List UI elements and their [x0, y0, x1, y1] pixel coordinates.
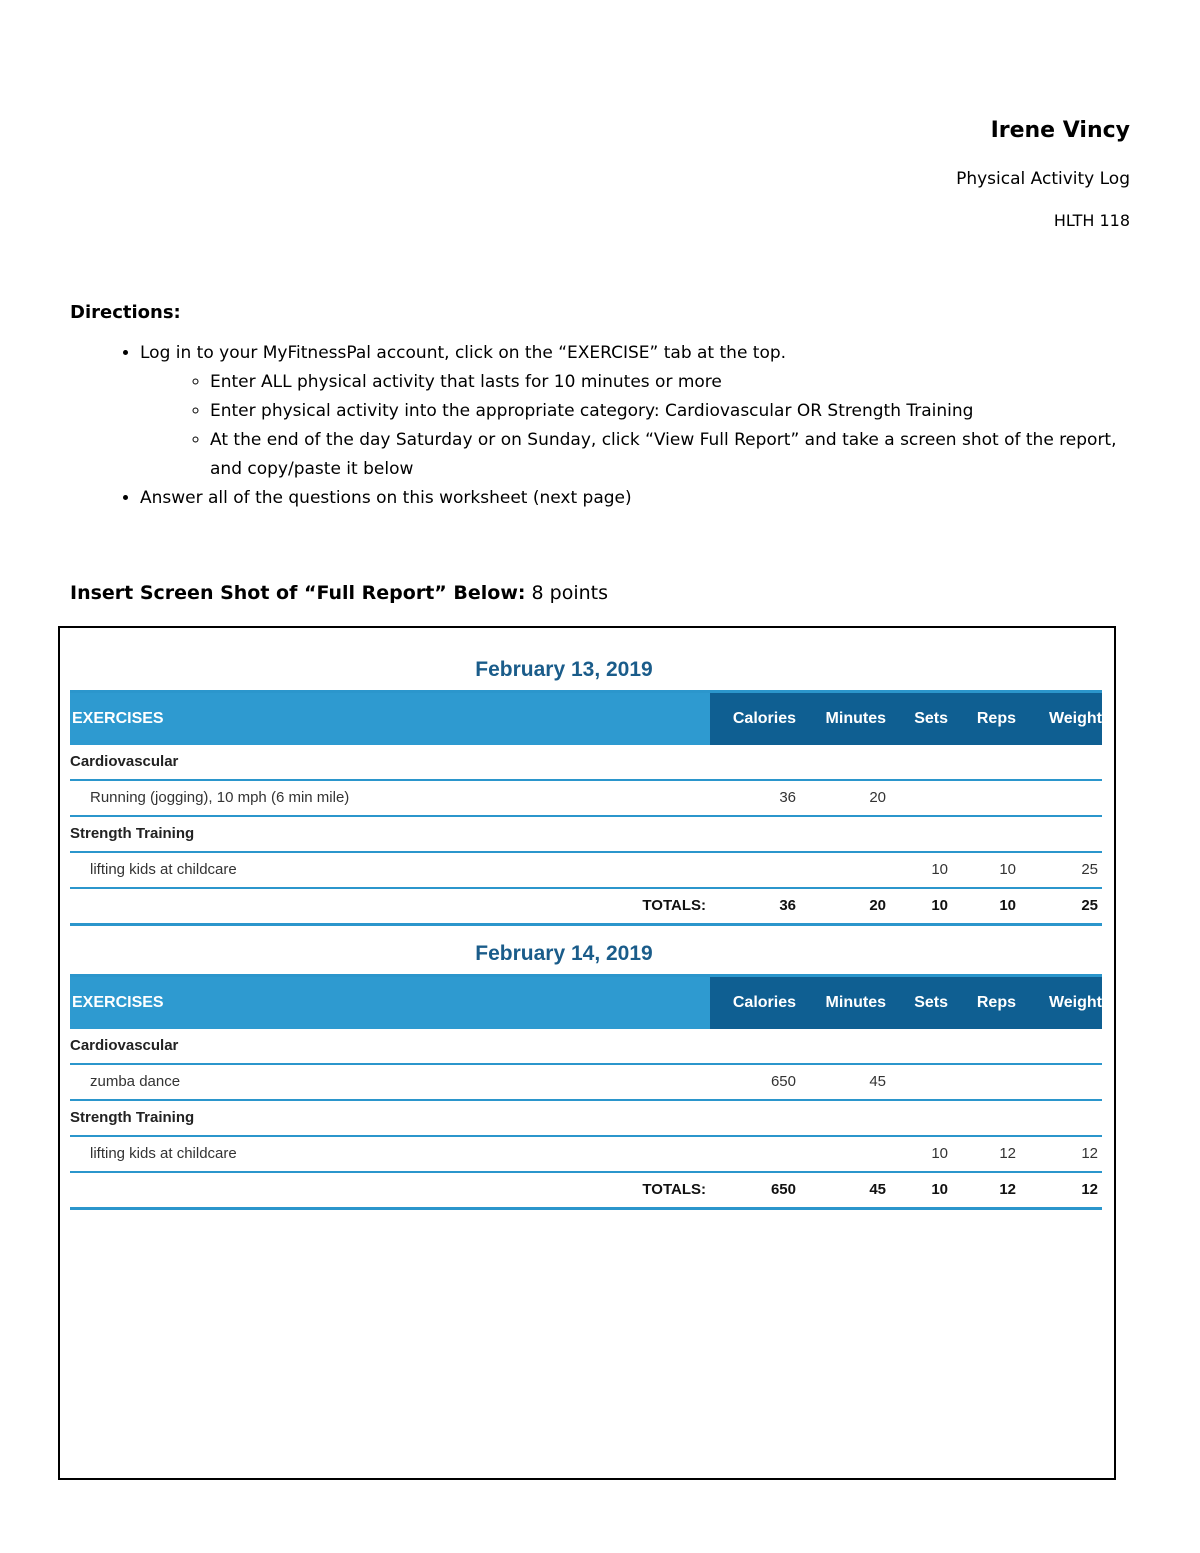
cell-calories — [710, 853, 796, 887]
document-title: Physical Activity Log — [956, 169, 1130, 189]
cell-reps — [948, 1065, 1016, 1099]
table-header — [70, 974, 1102, 1029]
total-minutes: 45 — [869, 1181, 886, 1198]
exercise-name: lifting kids at childcare — [90, 1145, 237, 1162]
insert-label: Insert Screen Shot of “Full Report” Below: — [70, 582, 526, 604]
total-sets: 10 — [931, 897, 948, 914]
category-row — [70, 1029, 1102, 1065]
cell-sets — [886, 781, 948, 815]
category-label: Cardiovascular — [70, 1037, 179, 1054]
cell-weight: 25 — [1081, 861, 1098, 878]
direction-subitem: ◦ Enter ALL physical activity that lasts for 10 minutes or more — [210, 368, 1130, 397]
header-sets: Sets — [914, 710, 948, 727]
category-label: Strength Training — [70, 1109, 195, 1126]
total-calories: 36 — [779, 897, 796, 914]
direction-subitem: ◦ Enter physical activity into the appropriate category: Cardiovascular OR Strength Training — [210, 397, 1130, 426]
cell-minutes: 45 — [869, 1073, 886, 1090]
totals-row — [70, 1173, 1102, 1210]
exercise-name: Running (jogging), 10 mph (6 min mile) — [90, 789, 350, 806]
totals-label: TOTALS: — [642, 897, 706, 914]
total-reps: 12 — [999, 1181, 1016, 1198]
header-calories: Calories — [732, 710, 796, 727]
cell-sets: 10 — [931, 1145, 948, 1162]
insert-heading — [70, 582, 608, 604]
insert-points: 8 points — [531, 582, 609, 604]
exercise-row — [70, 781, 1102, 817]
total-reps: 10 — [999, 897, 1016, 914]
header-weight: Weight — [1048, 994, 1102, 1011]
total-minutes: 20 — [869, 897, 886, 914]
exercise-row — [70, 1137, 1102, 1173]
header-minutes: Minutes — [825, 994, 886, 1011]
category-label: Strength Training — [70, 825, 195, 842]
header-exercises: EXERCISES — [70, 977, 710, 1029]
category-label: Cardiovascular — [70, 753, 179, 770]
exercise-row — [70, 853, 1102, 889]
total-weight: 25 — [1081, 897, 1098, 914]
cell-reps: 12 — [999, 1145, 1016, 1162]
total-sets: 10 — [931, 1181, 948, 1198]
direction-item: • Answer all of the questions on this worksheet (next page) — [140, 484, 1130, 513]
exercise-name: zumba dance — [90, 1073, 181, 1090]
header-calories: Calories — [732, 994, 796, 1011]
course-code: HLTH 118 — [1053, 211, 1130, 230]
cell-minutes — [796, 1137, 886, 1171]
cell-minutes: 20 — [869, 789, 886, 806]
cell-weight: 12 — [1081, 1145, 1098, 1162]
totals-row — [70, 889, 1102, 926]
direction-sublist — [140, 368, 1130, 484]
cell-sets — [886, 1065, 948, 1099]
table-header — [70, 690, 1102, 745]
cell-weight — [1016, 781, 1098, 815]
header-metrics — [710, 977, 1102, 1029]
direction-item — [140, 339, 1130, 484]
category-row — [70, 745, 1102, 781]
document-header — [956, 118, 1130, 230]
exercise-name: lifting kids at childcare — [90, 861, 237, 878]
cell-weight — [1016, 1065, 1098, 1099]
header-weight: Weight — [1048, 710, 1102, 727]
exercise-report — [70, 650, 1102, 926]
directions-section — [70, 302, 1130, 513]
report-date: February 13, 2019 — [475, 658, 653, 681]
directions-title: Directions: — [70, 302, 181, 323]
header-sets: Sets — [914, 994, 948, 1011]
exercise-row — [70, 1065, 1102, 1101]
cell-minutes — [796, 853, 886, 887]
header-reps: Reps — [976, 710, 1016, 727]
direction-text: Log in to your MyFitnessPal account, click on the “EXERCISE” tab at the top. — [140, 343, 787, 363]
directions-list — [70, 339, 1130, 513]
cell-sets: 10 — [931, 861, 948, 878]
category-row — [70, 1101, 1102, 1137]
totals-label: TOTALS: — [642, 1181, 706, 1198]
cell-calories — [710, 1137, 796, 1171]
header-minutes: Minutes — [825, 710, 886, 727]
header-reps: Reps — [976, 994, 1016, 1011]
direction-subitem: ◦ At the end of the day Saturday or on Sunday, click “View Full Report” and take a screen shot of the report, and copy/paste it below — [210, 426, 1130, 484]
cell-calories: 650 — [770, 1073, 796, 1090]
cell-reps: 10 — [999, 861, 1016, 878]
category-row — [70, 817, 1102, 853]
total-weight: 12 — [1081, 1181, 1098, 1198]
header-exercises: EXERCISES — [70, 693, 710, 745]
cell-reps — [948, 781, 1016, 815]
total-calories: 650 — [770, 1181, 796, 1198]
report-date: February 14, 2019 — [475, 942, 653, 965]
exercise-report — [70, 934, 1102, 1210]
author-name: Irene Vincy — [990, 118, 1130, 143]
cell-calories: 36 — [779, 789, 796, 806]
header-metrics — [710, 693, 1102, 745]
